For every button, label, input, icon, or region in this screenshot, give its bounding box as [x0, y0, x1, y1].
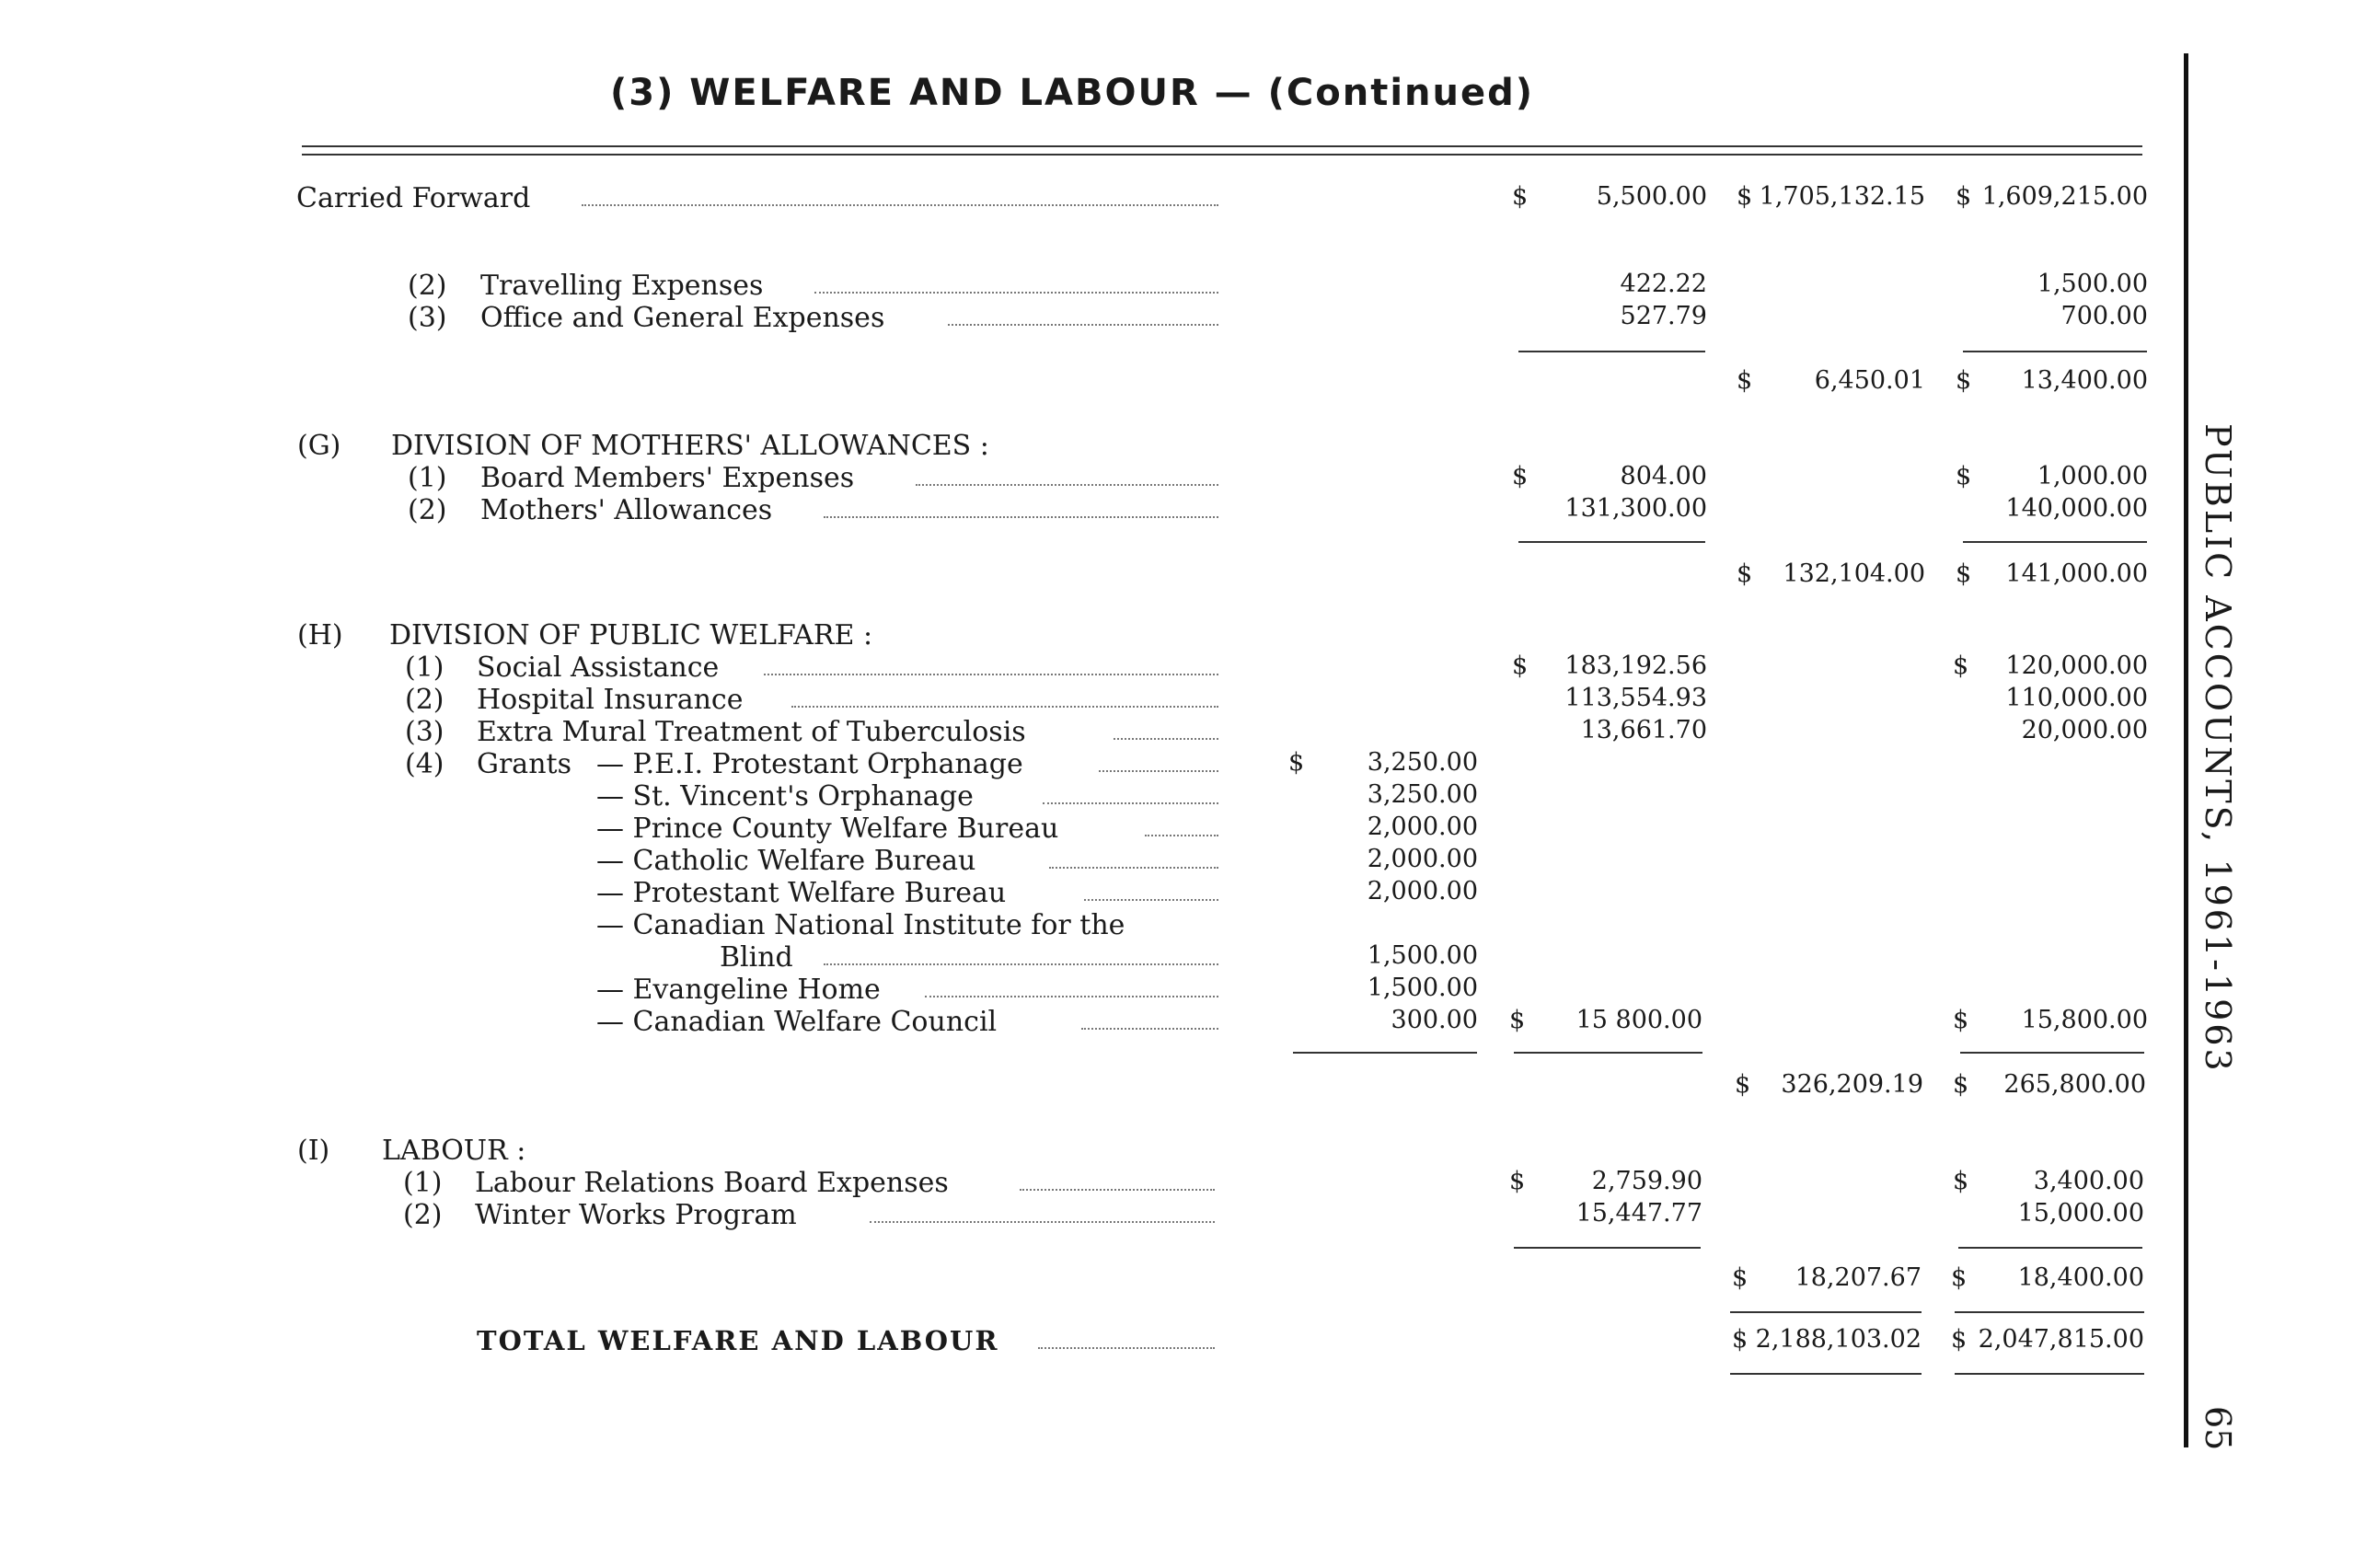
- carried-forward-c4: 1,705,132.15: [1759, 182, 1925, 211]
- currency-sign: $: [1737, 366, 1753, 395]
- item-c3: 183,192.56: [1564, 651, 1707, 680]
- leader-dots: [870, 1221, 1215, 1223]
- currency-sign: $: [1956, 559, 1972, 588]
- item-c3: 13,661.70: [1580, 716, 1707, 744]
- subtotal-rule: [1518, 541, 1705, 543]
- currency-sign: $: [1509, 1006, 1526, 1034]
- leader-dots: [791, 706, 1218, 708]
- currency-sign: $: [1953, 651, 1969, 680]
- grant-label: — Evangeline Home: [596, 974, 881, 1006]
- leader-dots: [948, 324, 1218, 326]
- currency-sign: $: [1956, 182, 1972, 211]
- section-h-total-c5: 265,800.00: [2003, 1070, 2146, 1099]
- grant-label-continued: Blind: [720, 941, 793, 974]
- total-rule: [1730, 1311, 1922, 1313]
- grand-total-rule: [1955, 1373, 2144, 1375]
- item-number: (4): [405, 748, 444, 780]
- item-c5: 20,000.00: [2021, 716, 2148, 744]
- margin-rule: [2184, 53, 2188, 1447]
- section-letter: (I): [297, 1135, 330, 1167]
- grant-label: — P.E.I. Protestant Orphanage: [596, 748, 1023, 780]
- currency-sign: $: [1512, 651, 1529, 680]
- carried-forward-label: Carried Forward: [296, 182, 531, 214]
- currency-sign: $: [1953, 1167, 1969, 1195]
- section-letter: (H): [297, 619, 343, 651]
- item-c3: 804.00: [1620, 462, 1707, 490]
- leader-dots: [1081, 1028, 1218, 1030]
- item-c5: 110,000.00: [2005, 684, 2148, 712]
- item-c5: 120,000.00: [2005, 651, 2148, 680]
- leader-dots: [1145, 835, 1218, 836]
- item-label: Hospital Insurance: [477, 684, 744, 716]
- item-c3: 527.79: [1620, 302, 1707, 330]
- item-label: Social Assistance: [477, 651, 720, 684]
- grant-label: — St. Vincent's Orphanage: [596, 780, 974, 813]
- leader-dots: [1038, 1347, 1215, 1349]
- currency-sign: $: [1737, 182, 1753, 211]
- item-c3: 113,554.93: [1564, 684, 1707, 712]
- section-g-total-c5: 141,000.00: [2005, 559, 2148, 588]
- grand-total-label: TOTAL WELFARE AND LABOUR: [477, 1325, 999, 1356]
- section-heading: DIVISION OF MOTHERS' ALLOWANCES :: [391, 430, 989, 462]
- subtotal-rule: [1963, 541, 2147, 543]
- total-rule: [1955, 1311, 2144, 1313]
- currency-sign: $: [1512, 182, 1529, 211]
- grant-amount: 1,500.00: [1367, 941, 1478, 970]
- currency-sign: $: [1953, 1070, 1969, 1099]
- grants-c3-total: 15 800.00: [1575, 1006, 1702, 1034]
- currency-sign: $: [1951, 1325, 1968, 1354]
- item-label: Board Members' Expenses: [480, 462, 855, 494]
- item-c5: 140,000.00: [2005, 494, 2148, 523]
- item-number: (3): [405, 716, 444, 748]
- currency-sign: $: [1735, 1070, 1751, 1099]
- grant-label: — Canadian Welfare Council: [596, 1006, 998, 1038]
- item-number: (2): [405, 684, 444, 716]
- section-i-total-c5: 18,400.00: [2017, 1263, 2144, 1292]
- grant-amount: 2,000.00: [1367, 845, 1478, 873]
- running-head: PUBLIC ACCOUNTS, 1961-1963: [2198, 423, 2238, 1074]
- leader-dots: [1084, 899, 1218, 901]
- leader-dots: [1049, 867, 1218, 869]
- grant-label: — Protestant Welfare Bureau: [596, 877, 1007, 909]
- currency-sign: $: [1956, 462, 1972, 490]
- title-rule-top: [302, 145, 2142, 147]
- section-letter: (G): [297, 430, 341, 462]
- grant-amount: 2,000.00: [1367, 813, 1478, 841]
- currency-sign: $: [1512, 462, 1529, 490]
- item-label: Winter Works Program: [475, 1199, 797, 1231]
- subtotal-rule: [1514, 1247, 1701, 1249]
- grant-label: — Canadian National Institute for the: [596, 909, 1125, 941]
- item-label: Labour Relations Board Expenses: [475, 1167, 949, 1199]
- title-rule-bottom: [302, 154, 2142, 156]
- leader-dots: [1114, 738, 1218, 740]
- item-number: (2): [408, 270, 447, 302]
- subtotal-rule: [1963, 351, 2147, 352]
- leader-dots: [582, 204, 1218, 206]
- item-number: (1): [405, 651, 444, 684]
- leader-dots: [824, 963, 1218, 965]
- leader-dots: [1020, 1189, 1215, 1191]
- item-c5: 1,000.00: [2037, 462, 2148, 490]
- item-number: (2): [408, 494, 447, 526]
- item-number: (2): [403, 1199, 443, 1231]
- grant-amount: 1,500.00: [1367, 974, 1478, 1002]
- item-c3: 2,759.90: [1591, 1167, 1702, 1195]
- prev-total-c5: 13,400.00: [2021, 366, 2148, 395]
- page-title: (3) WELFARE AND LABOUR — (Continued): [609, 72, 1535, 114]
- leader-dots: [824, 516, 1218, 518]
- item-c3: 422.22: [1620, 270, 1707, 298]
- leader-dots: [925, 996, 1218, 997]
- leader-dots: [764, 674, 1218, 675]
- section-h-total-c4: 326,209.19: [1781, 1070, 1923, 1099]
- leader-dots: [1099, 770, 1218, 772]
- item-c5: 700.00: [2060, 302, 2148, 330]
- item-number: (3): [408, 302, 447, 334]
- grant-label: — Catholic Welfare Bureau: [596, 845, 976, 877]
- leader-dots: [814, 292, 1218, 294]
- grant-label: — Prince County Welfare Bureau: [596, 813, 1059, 845]
- item-c5: 1,500.00: [2037, 270, 2148, 298]
- item-number: (1): [408, 462, 447, 494]
- section-heading: LABOUR :: [382, 1135, 526, 1167]
- grand-total-c5: 2,047,815.00: [1978, 1325, 2144, 1354]
- grants-prefix: Grants: [477, 748, 571, 780]
- subtotal-rule: [1293, 1052, 1477, 1054]
- section-i-total-c4: 18,207.67: [1795, 1263, 1922, 1292]
- item-c3: 131,300.00: [1564, 494, 1707, 523]
- currency-sign: $: [1732, 1325, 1749, 1354]
- currency-sign: $: [1288, 748, 1305, 777]
- grant-amount: 300.00: [1391, 1006, 1478, 1034]
- item-number: (1): [403, 1167, 443, 1199]
- page-number: 65: [2198, 1406, 2238, 1451]
- leader-dots: [1043, 802, 1218, 804]
- grand-total-c4: 2,188,103.02: [1755, 1325, 1922, 1354]
- subtotal-rule: [1518, 351, 1705, 352]
- currency-sign: $: [1953, 1006, 1969, 1034]
- item-c3: 15,447.77: [1575, 1199, 1702, 1228]
- currency-sign: $: [1951, 1263, 1968, 1292]
- subtotal-rule: [1958, 1247, 2142, 1249]
- item-label: Mothers' Allowances: [480, 494, 773, 526]
- grant-amount: 3,250.00: [1367, 780, 1478, 809]
- section-g-total-c4: 132,104.00: [1783, 559, 1925, 588]
- item-label: Travelling Expenses: [480, 270, 764, 302]
- prev-total-c4: 6,450.01: [1814, 366, 1925, 395]
- item-label: Office and General Expenses: [480, 302, 885, 334]
- section-heading: DIVISION OF PUBLIC WELFARE :: [389, 619, 873, 651]
- currency-sign: $: [1737, 559, 1753, 588]
- grant-amount: 3,250.00: [1367, 748, 1478, 777]
- subtotal-rule: [1960, 1052, 2144, 1054]
- carried-forward-c3: 5,500.00: [1596, 182, 1707, 211]
- item-c5: 3,400.00: [2033, 1167, 2144, 1195]
- item-label: Extra Mural Treatment of Tuberculosis: [477, 716, 1026, 748]
- currency-sign: $: [1732, 1263, 1749, 1292]
- grants-c5: 15,800.00: [2021, 1006, 2148, 1034]
- leader-dots: [916, 484, 1218, 486]
- carried-forward-c5: 1,609,215.00: [1981, 182, 2148, 211]
- subtotal-rule: [1514, 1052, 1702, 1054]
- item-c5: 15,000.00: [2017, 1199, 2144, 1228]
- grant-amount: 2,000.00: [1367, 877, 1478, 905]
- currency-sign: $: [1509, 1167, 1526, 1195]
- grand-total-rule: [1730, 1373, 1922, 1375]
- currency-sign: $: [1956, 366, 1972, 395]
